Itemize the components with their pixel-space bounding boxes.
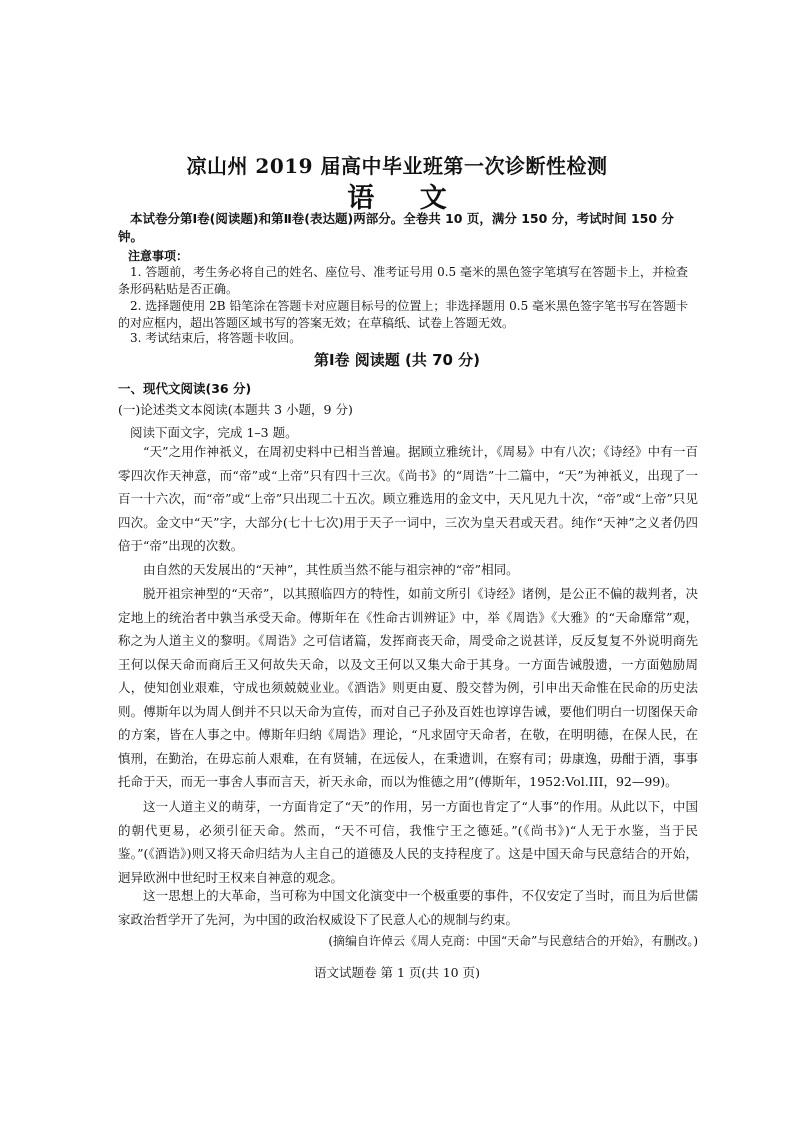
notice-heading: 注意事项： (128, 249, 189, 263)
page-footer: 语文试题卷 第 1 页(共 10 页) (314, 965, 480, 980)
subsection-heading: (一)论述类文本阅读(本题共 3 小题，9 分) (118, 402, 353, 417)
section-heading: 一、现代文阅读(36 分) (118, 381, 252, 396)
notice-item-3: 3. 考试结束后，将答题卡收回。 (130, 331, 302, 345)
subject-title: 语 文 (347, 183, 465, 214)
passage-paragraph-4: 这一人道主义的萌芽，一方面肯定了“天”的作用，另一方面也肯定了“人事”的作用。从此以下，中国的朝代更易，必须引征天命。然而，“天不可信，我惟宁王之德延。”(《尚书》)“人无于水鉴，当于民鉴。”(《酒诰》)则又将天命归结为人主自己的道德及人民的支持程度了。这是中国天命与民意结合的开始，迥异欧洲中世纪时王权来自神意的观念。 (118, 799, 698, 885)
notice-item-1: 1. 答题前，考生务必将自己的姓名、座位号、准考证号用 0.5 毫米的黑色签字笔填写在答题卡上，并检查条形码粘贴是否正确。 (118, 265, 688, 296)
passage-paragraph-2: 由自然的天发展出的“天神”，其性质当然不能与祖宗神的“帝”相同。 (143, 562, 519, 577)
notice-item-2: 2. 选择题使用 2B 铅笔涂在答题卡对应题目标号的位置上；非选择题用 0.5 毫米黑色签字笔书写在答题卡的对应框内，超出答题区域书写的答案无效；在草稿纸、试卷上答题无效。 (118, 299, 689, 330)
passage-paragraph-5: 这一思想上的大革命，当可称为中国文化演变中一个极重要的事件，不仅安定了当时，而且为后世儒家政治哲学开了先河，为中国的政治权威设下了民意人心的规制与约束。 (118, 888, 698, 927)
passage-source: (摘编自许倬云《周人克商：中国“天命”与民意结合的开始》，有删改。) (328, 934, 698, 948)
exam-intro: 本试卷分第Ⅰ卷(阅读题)和第Ⅱ卷(表达题)两部分。全卷共 10 页，满分 150 分，考试时间 150 分钟。 (118, 211, 674, 244)
part-title: 第Ⅰ卷 阅读题 (共 70 分) (313, 351, 481, 369)
reading-instruction: 阅读下面文字，完成 1–3 题。 (130, 425, 298, 440)
passage-paragraph-1: “天”之用作神祇义，在周初史料中已相当普遍。据顾立雅统计，《周易》中有八次；《诗经》中有一百零四次作天神意，而“帝”或“上帝”只有四十三次。《尚书》的“周诰”十二篇中，“天”为神祇义，出现了一百一十六次，而“帝”或“上帝”只出现二十五次。顾立雅选用的金文中，天凡见九十次，“帝”或“上帝”只见四次。金文中“天”字，大部分(七十七次)用于天子一词中，三次为皇天君或天君。纯作“天神”之义者仍四倍于“帝”出现的次数。 (118, 444, 698, 553)
exam-title: 凉山州 2019 届高中毕业班第一次诊断性检测 (186, 154, 608, 178)
passage-paragraph-3: 脱开祖宗神型的“天帝”，以其照临四方的特性，如前文所引《诗经》诸例，是公正不偏的裁判者，决定地上的统治者中孰当承受天命。傅斯年在《性命古训辨证》中，举《周诰》《大雅》的“天命靡常”观，称之为人道主义的黎明。《周诰》之可信诸篇，发挥商丧天命，周受命之说甚详，反反复复不外说明商先王何以保天命而商后王又何故失天命，以及文王何以又集大命于其身。一方面告诫殷遗，一方面勉励周人，使知创业艰难，守成也须兢兢业业。《酒诰》则更由夏、殷交替为例，引申出天命惟在民命的历史法则。傅斯年以为周人倒并不只以天命为宣传，而对自己子孙及百姓也谆谆告诫，要他们明白一切图保天命的方案，皆在人事之中。傅斯年归纳《周诰》理论，“凡求固守天命者，在敬，在明明德，在保人民，在慎刑，在勤治，在毋忘前人艰难，在有贤辅，在远佞人，在秉遗训，在察有司；毋康逸，毋酣于酒，事事托命于天，而无一事舍人事而言天，祈天永命，而以为惟德之用”(傅斯年，1952:Vol.III，92—99)。 (118, 586, 698, 789)
